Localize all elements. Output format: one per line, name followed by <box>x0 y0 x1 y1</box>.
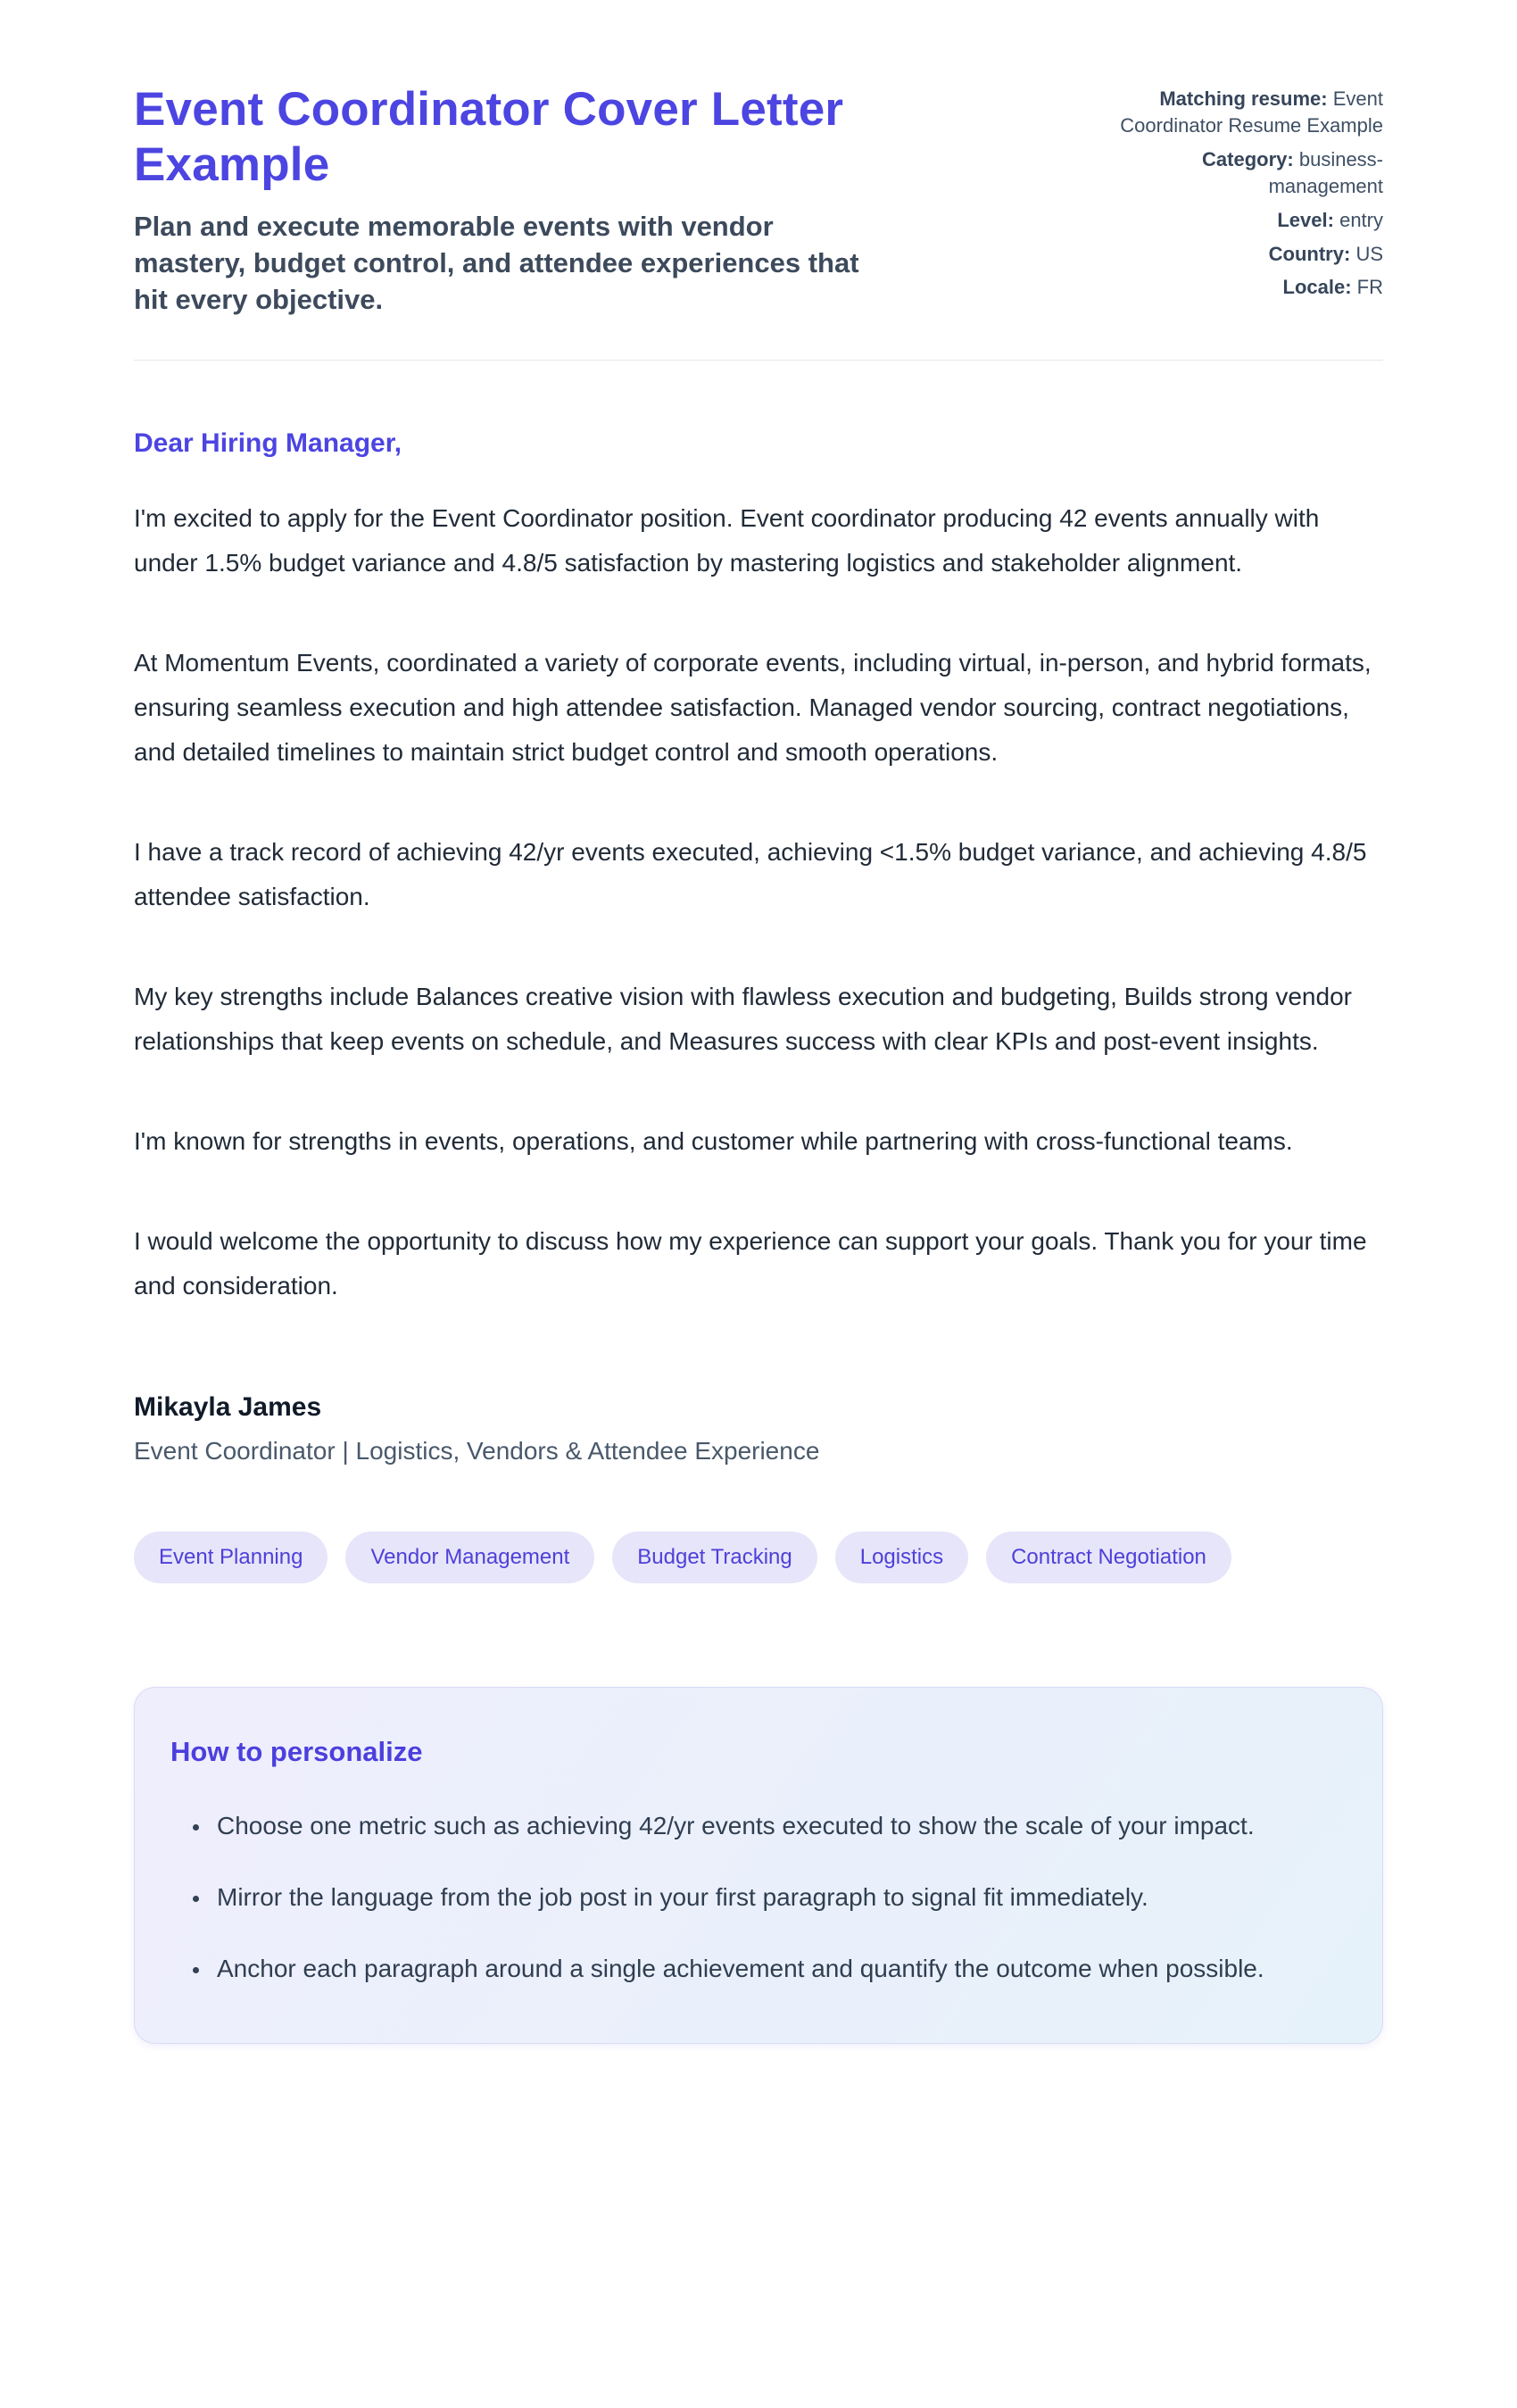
meta-value: Event Coordinator Resume Example <box>1120 87 1383 137</box>
meta-value: US <box>1355 242 1383 265</box>
letter-body <box>134 428 1383 1466</box>
letter-paragraph: I have a track record of achieving 42/yr events executed, achieving <1.5% budget variance, and achieving 4.8/5 attendee satisfaction. <box>134 837 1367 910</box>
how-to-personalize-card <box>134 1687 1383 2044</box>
meta-item-level <box>1111 207 1383 234</box>
meta-item-locale <box>1111 274 1383 301</box>
skill-tag: Contract Negotiation <box>986 1532 1231 1583</box>
page-header <box>134 82 1383 319</box>
tips-heading: How to personalize <box>170 1735 423 1767</box>
meta-item-country <box>1111 241 1383 268</box>
meta-label: Country: <box>1268 242 1351 265</box>
tips-list <box>170 1804 1329 1991</box>
tip-item: • Choose one metric such as achieving 42/yr events executed to show the scale of your impact. <box>211 1804 1329 1848</box>
letter-paragraph: I'm known for strengths in events, operations, and customer while partnering with cross-functional teams. <box>134 1126 1293 1155</box>
signature-name: Mikayla James <box>134 1391 322 1422</box>
meta-item-matching-resume <box>1111 86 1383 139</box>
page-subtitle: Plan and execute memorable events with vendor mastery, budget control, and attendee experiences that hit every objective. <box>134 211 859 315</box>
meta-label: Category: <box>1202 147 1294 170</box>
letter-greeting: Dear Hiring Manager, <box>134 428 402 458</box>
tip-item: • Mirror the language from the job post in your first paragraph to signal fit immediately. <box>211 1875 1329 1920</box>
skill-tag: Vendor Management <box>345 1532 594 1583</box>
skill-tag: Budget Tracking <box>612 1532 817 1583</box>
letter-paragraph: My key strengths include Balances creative vision with flawless execution and budgeting, Builds strong vendor relationships that keep events on schedule, and Measures success with clear KPIs and post-event insights. <box>134 982 1352 1055</box>
signature-role: Event Coordinator | Logistics, Vendors & Attendee Experience <box>134 1436 820 1465</box>
resume-meta-block <box>1111 82 1383 308</box>
header-title-block <box>134 82 1044 319</box>
tip-item: • Anchor each paragraph around a single achievement and quantify the outcome when possible. <box>211 1947 1329 1991</box>
meta-label: Level: <box>1277 208 1334 231</box>
letter-paragraph: At Momentum Events, coordinated a variety of corporate events, including virtual, in-person, and hybrid formats, ensuring seamless execution and high attendee satisfaction. Managed vendor sourcing, contract negotiations, and detailed timelines to maintain strict budget control and smooth operations. <box>134 648 1372 766</box>
page-title: Event Coordinator Cover Letter Example <box>134 83 844 191</box>
meta-item-category <box>1111 146 1383 200</box>
meta-label: Locale: <box>1282 276 1352 299</box>
skill-tag-list <box>134 1532 1383 1583</box>
header-divider <box>134 360 1383 361</box>
letter-paragraph: I'm excited to apply for the Event Coordinator position. Event coordinator producing 42 events annually with under 1.5% budget variance and 4.8/5 satisfaction by mastering logistics and stakeholder alignment. <box>134 503 1320 577</box>
skill-tag: Event Planning <box>134 1532 327 1583</box>
meta-value: entry <box>1339 208 1383 231</box>
meta-value: business-management <box>1268 147 1383 197</box>
skill-tag: Logistics <box>835 1532 968 1583</box>
letter-paragraph: I would welcome the opportunity to discuss how my experience can support your goals. Thank you for your time and consideration. <box>134 1226 1367 1299</box>
meta-label: Matching resume: <box>1159 87 1328 110</box>
meta-value: FR <box>1356 276 1383 299</box>
